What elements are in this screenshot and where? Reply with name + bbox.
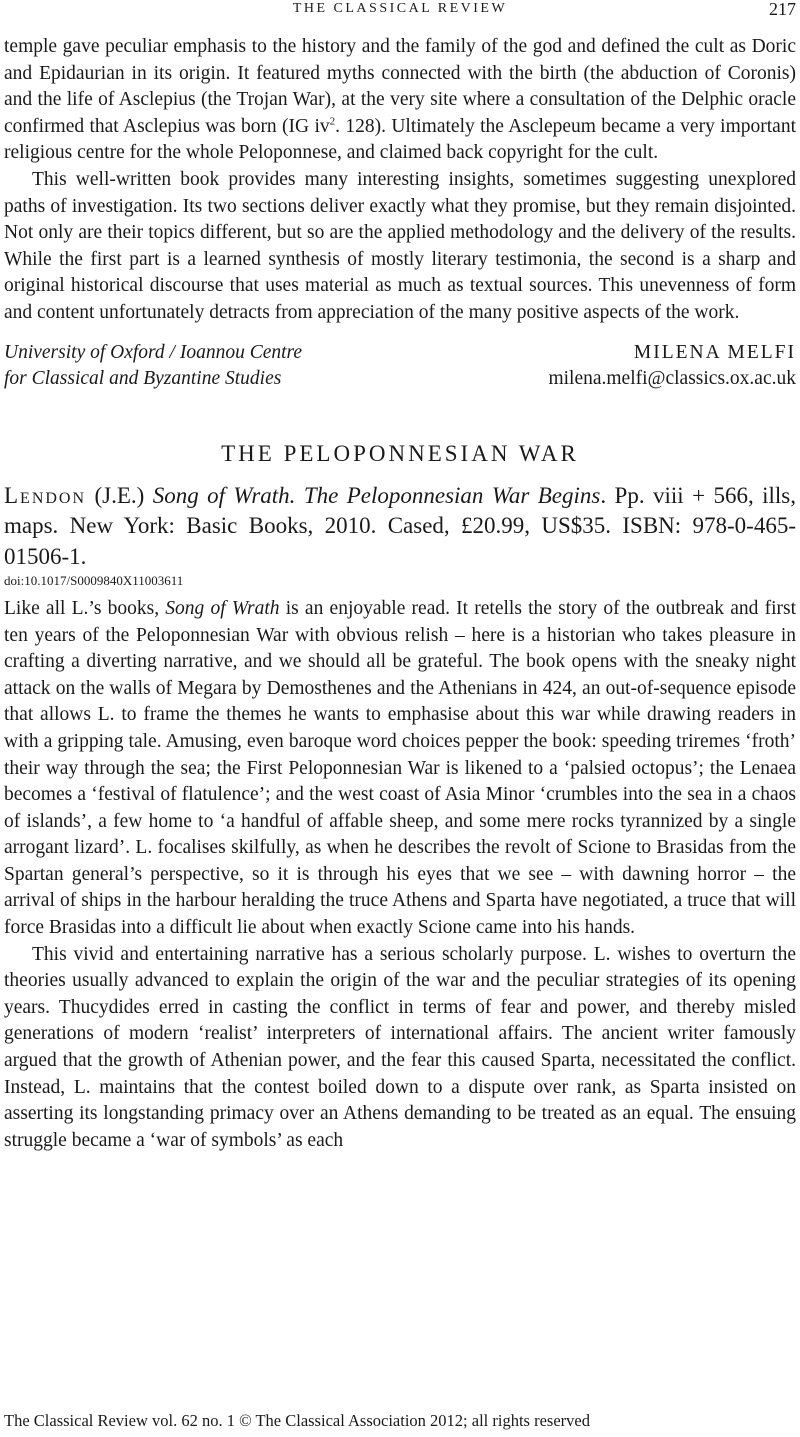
previous-review-paragraph-2: This well-written book provides many interesting insights, sometimes suggesting unexplored paths of investigation. Its two sections deliver exactly what they promise, but they remain disjointed. Not only are their topics different, but so are the applied methodology and the delivery of the results. While the first part is a learned synthesis of mostly literary testimonia, the second is a sharp and original historical discourse that uses material as much as textual sources. This unevenness of form and content unfortunately detracts from appreciation of the many positive aspects of the work. xyxy=(4,168,796,323)
affiliation-line-2: for Classical and Byzantine Studies xyxy=(4,368,282,390)
book-citation: Lendon (J.E.) Song of Wrath. The Peloponnesian War Begins. Pp. viii + 566, ills, maps. New York: Basic Books, 2010. Cased, £20.99, US$35. ISBN: 978-0-465-01506-1. xyxy=(4,482,796,569)
reviewer-email[interactable]: milena.melfi@classics.ox.ac.uk xyxy=(548,368,796,390)
reviewer-signature xyxy=(4,340,796,393)
review-paragraph-2: This vivid and entertaining narrative has a serious scholarly purpose. L. wishes to overturn the theories usually advanced to explain the origin of the war and the peculiar strategies of its opening years. Thucydides erred in casting the conflict in terms of fear and power, and thereby misled generations of modern ‘realist’ interpreters of international affairs. The ancient writer famously argued that the growth of Athenian power, and the fear this caused Sparta, necessitated the conflict. Instead, L. maintains that the contest boiled down to a dispute over rank, as Sparta insisted on asserting its longstanding primacy over an Athens demanding to be treated as an equal. The ensuing struggle became a ‘war of symbols’ as each xyxy=(4,943,796,1151)
affiliation-line-1: University of Oxford / Ioannou Centre xyxy=(4,341,303,363)
section-title: THE PELOPONNESIAN WAR xyxy=(221,440,579,466)
review-paragraph-1: Like all L.’s books, Song of Wrath is an enjoyable read. It retells the story of the outbreak and first ten years of the Peloponnesian War with obvious relish – here is a historian who takes pleasure in crafting a diverting narrative, and we should all be grateful. The book opens with the sneaky night attack on the walls of Megara by Demosthenes and the Athenians in 424, an out-of-sequence episode that allows L. to frame the themes he wants to emphasise about this war while drawing readers in with a gripping tale. Amusing, even baroque word choices pepper the book: speeding triremes ‘froth’ their way through the sea; the First Peloponnesian War is likened to a ‘palsied octopus’; the Lenaea becomes a ‘festival of flatulence’; and the west coast of Asia Minor ‘crumbles into the sea in a chaos of islands’, a few home to ‘a handful of affable sheep, and some mere rocks tyrannized by a single arrogant lizard’. L. focalises skilfully, as when he describes the revolt of Scione to Brasidas from the Spartan general’s perspective, so it is through his eyes that we see – with dawning horror – the arrival of ships in the harbour heralding the truce Athens and Sparta have negotiated, a truce that will force Brasidas into a difficult lie about when exactly Scione came into his hands. xyxy=(4,597,797,939)
citation-author-lastname: Lendon xyxy=(4,482,87,508)
copyright-footer: The Classical Review vol. 62 no. 1 © The Classical Association 2012; all rights reserved xyxy=(4,1411,590,1430)
page-header xyxy=(4,0,796,24)
previous-review-paragraph-1: temple gave peculiar emphasis to the history and the family of the god and defined the cult as Doric and Epidaurian in its origin. It featured myths connected with the birth (the abduction of Coronis) and the life of Asclepius (the Trojan War), at the very site where a consultation of the Delphic oracle confirmed that Asclepius was born (IG $iv^2$. 128). Ultimately the Asclepeum became a very important religious centre for the whole Peloponnese, and claimed back copyright for the cult. xyxy=(4,36,796,164)
body-text xyxy=(4,34,796,1154)
citation-book-title: Song of Wrath. The Peloponnesian War Begins xyxy=(152,482,601,508)
doi[interactable]: doi:10.1017/S0009840X11003611 xyxy=(4,572,184,588)
reviewer-name: MILENA MELFI xyxy=(633,341,796,363)
page-number: 217 xyxy=(769,0,796,19)
running-title: THE CLASSICAL REVIEW xyxy=(292,1,508,16)
